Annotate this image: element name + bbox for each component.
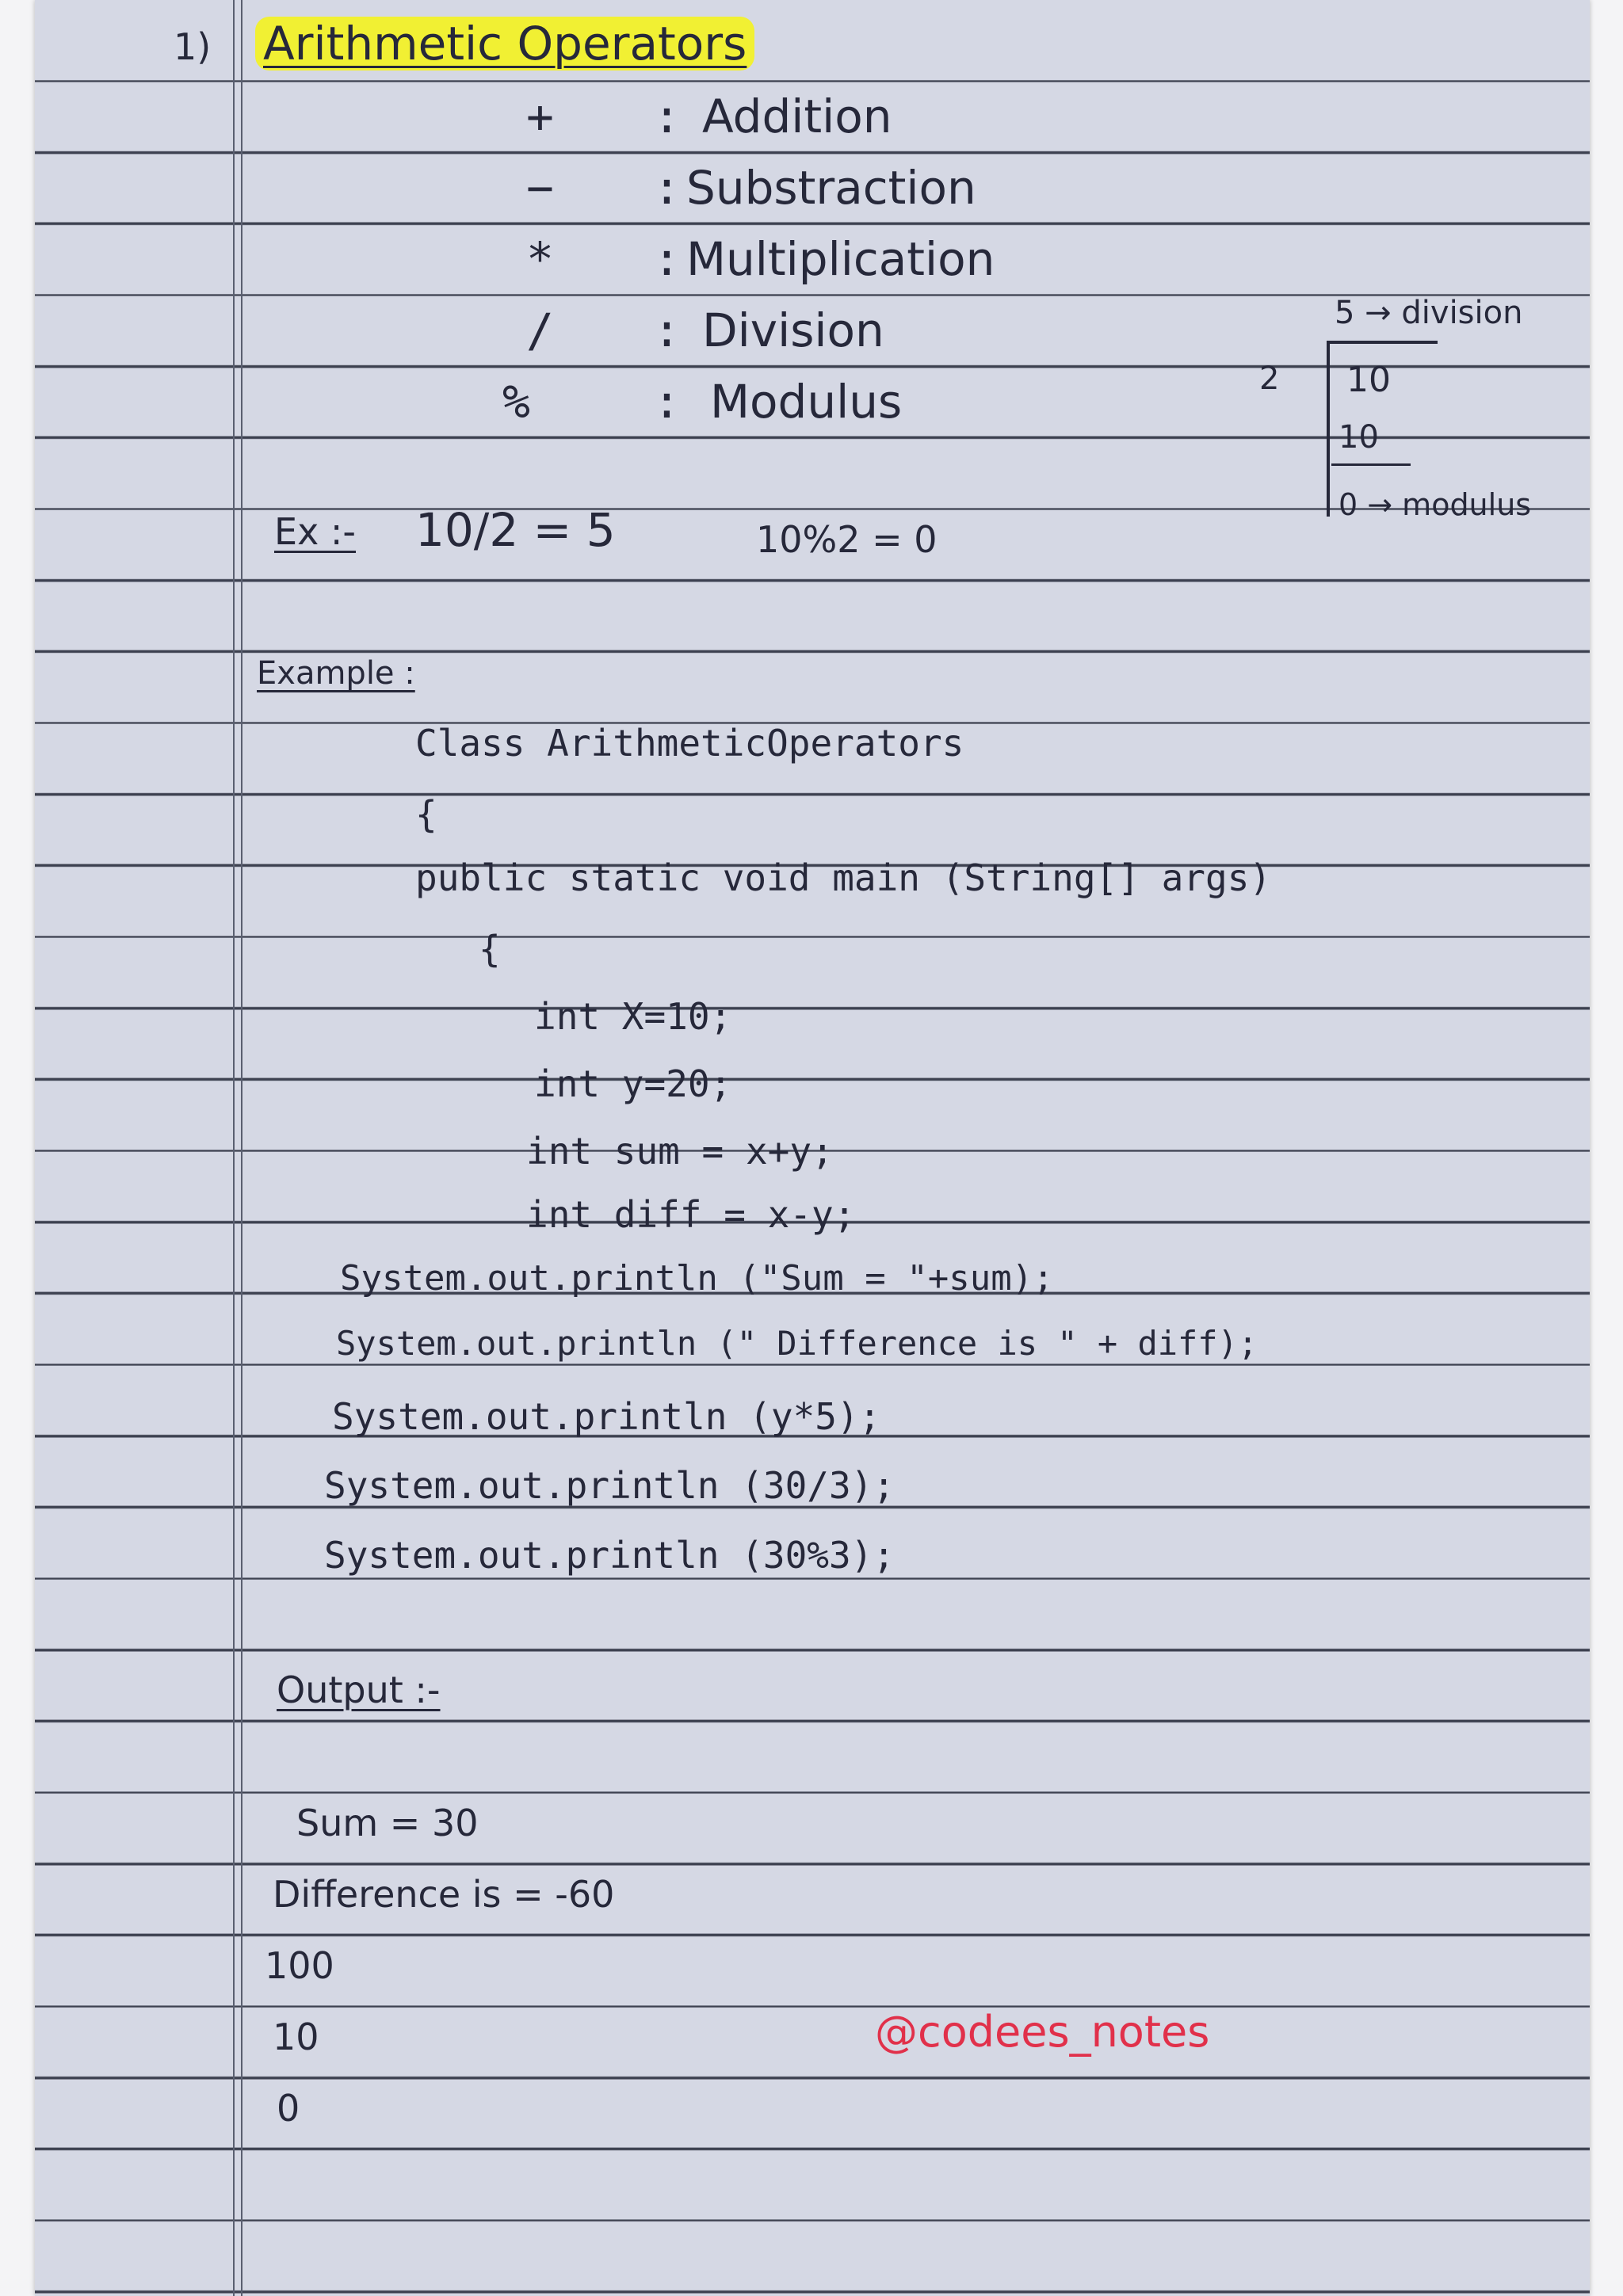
notebook-page (35, 0, 1590, 2296)
division-quotient: 5 → division (1335, 295, 1523, 331)
output-line: 10 (273, 2016, 319, 2058)
code-line: System.out.println (y*5); (332, 1395, 881, 1438)
operator-colon: : (653, 90, 681, 143)
code-line: int X=10; (534, 995, 732, 1038)
division-rule (1331, 463, 1411, 466)
division-product: 10 (1338, 419, 1379, 456)
output-line: Difference is = -60 (273, 1873, 615, 1916)
division-remainder: 0 → modulus (1338, 487, 1532, 522)
output-line: Sum = 30 (296, 1802, 479, 1844)
code-line: System.out.println (30/3); (324, 1464, 896, 1507)
output-label: Output :- (277, 1669, 441, 1711)
operator-symbol: − (526, 161, 554, 215)
code-line: System.out.println (30%3); (324, 1534, 896, 1577)
operator-symbol: / (526, 303, 554, 357)
division-dividend: 10 (1346, 360, 1391, 400)
operator-name: Division (702, 303, 884, 357)
division-bracket (1327, 341, 1330, 517)
output-line: 100 (265, 1944, 334, 1987)
operator-name: Multiplication (686, 232, 995, 286)
margin-line (241, 0, 242, 2296)
code-line: int diff = x-y; (526, 1193, 856, 1236)
operator-colon: : (653, 303, 681, 357)
code-line: int sum = x+y; (526, 1130, 834, 1173)
operator-name: Substraction (686, 161, 976, 215)
ex-expression: 10%2 = 0 (756, 518, 938, 561)
code-line: int y=20; (534, 1062, 732, 1105)
code-line: System.out.println ("Sum = "+sum); (340, 1258, 1054, 1299)
operator-name: Addition (702, 90, 892, 143)
page-title (255, 17, 754, 71)
example-label: Example : (257, 655, 415, 692)
watermark-handle: @codees_notes (875, 2007, 1210, 2057)
operator-colon: : (653, 232, 681, 286)
operator-name: Modulus (710, 375, 903, 429)
code-line: Class ArithmeticOperators (415, 722, 964, 765)
ex-label: Ex :- (274, 510, 357, 553)
code-line: System.out.println (" Difference is " + diff); (336, 1324, 1258, 1363)
division-divisor: 2 (1259, 360, 1280, 397)
code-line: { (415, 793, 437, 836)
operator-symbol: * (526, 232, 554, 286)
margin-line (233, 0, 235, 2296)
division-bar (1327, 341, 1438, 344)
output-line: 0 (277, 2087, 300, 2130)
code-line: { (479, 928, 501, 971)
operator-symbol: + (526, 90, 554, 143)
operator-symbol: % (502, 375, 530, 429)
ex-expression: 10/2 = 5 (415, 503, 616, 557)
operator-colon: : (653, 375, 681, 429)
operator-colon: : (653, 161, 681, 215)
section-number: 1) (174, 25, 212, 68)
code-line: public static void main (String[] args) (415, 856, 1272, 899)
page-title-text: Arithmetic Operators (255, 17, 754, 71)
